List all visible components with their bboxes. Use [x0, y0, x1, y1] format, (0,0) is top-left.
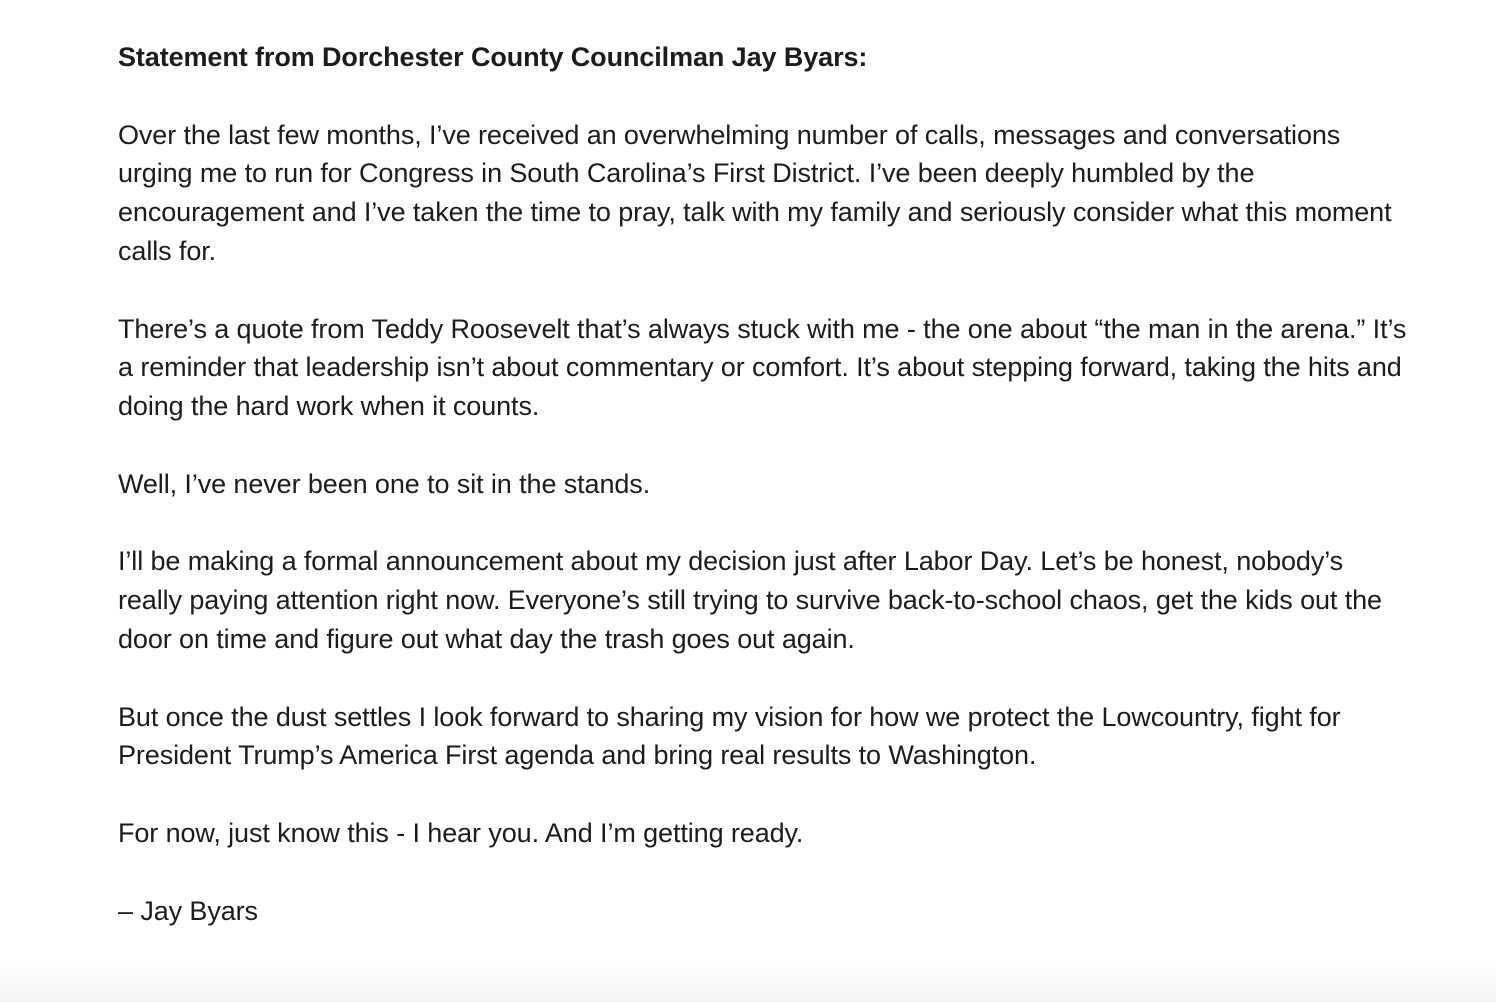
statement-paragraph: Over the last few months, I’ve received an overwhelming number of calls, messages and conversations urging me to run for Congress in South Carolina’s First District. I’ve been deeply humbled by the encouragement and I’ve taken the time to pray, talk with my family and seriously consider what this moment calls for. — [118, 119, 1392, 266]
statement-heading: Statement from Dorchester County Councilman Jay Byars: — [118, 42, 868, 72]
statement-paragraph: But once the dust settles I look forward to sharing my vision for how we protect the Lowcountry, fight for President Trump’s America First agenda and bring real results to Washington. — [118, 701, 1341, 771]
statement-paragraph: For now, just know this - I hear you. And I’m getting ready. — [118, 817, 804, 848]
statement-paragraph: There’s a quote from Teddy Roosevelt that’s always stuck with me - the one about “the man in the arena.” It’s a reminder that leadership isn’t about commentary or comfort. It’s about stepping forward, taking the hits and doing the hard work when it counts. — [118, 313, 1407, 422]
statement-body — [118, 38, 1408, 930]
statement-signature: – Jay Byars — [118, 895, 258, 926]
statement-paragraph: Well, I’ve never been one to sit in the stands. — [118, 468, 651, 499]
statement-paragraph: I’ll be making a formal announcement about my decision just after Labor Day. Let’s be honest, nobody’s really paying attention right now. Everyone’s still trying to survive back-to-school chaos, get the kids out the door on time and figure out what day the trash goes out again. — [118, 546, 1382, 654]
